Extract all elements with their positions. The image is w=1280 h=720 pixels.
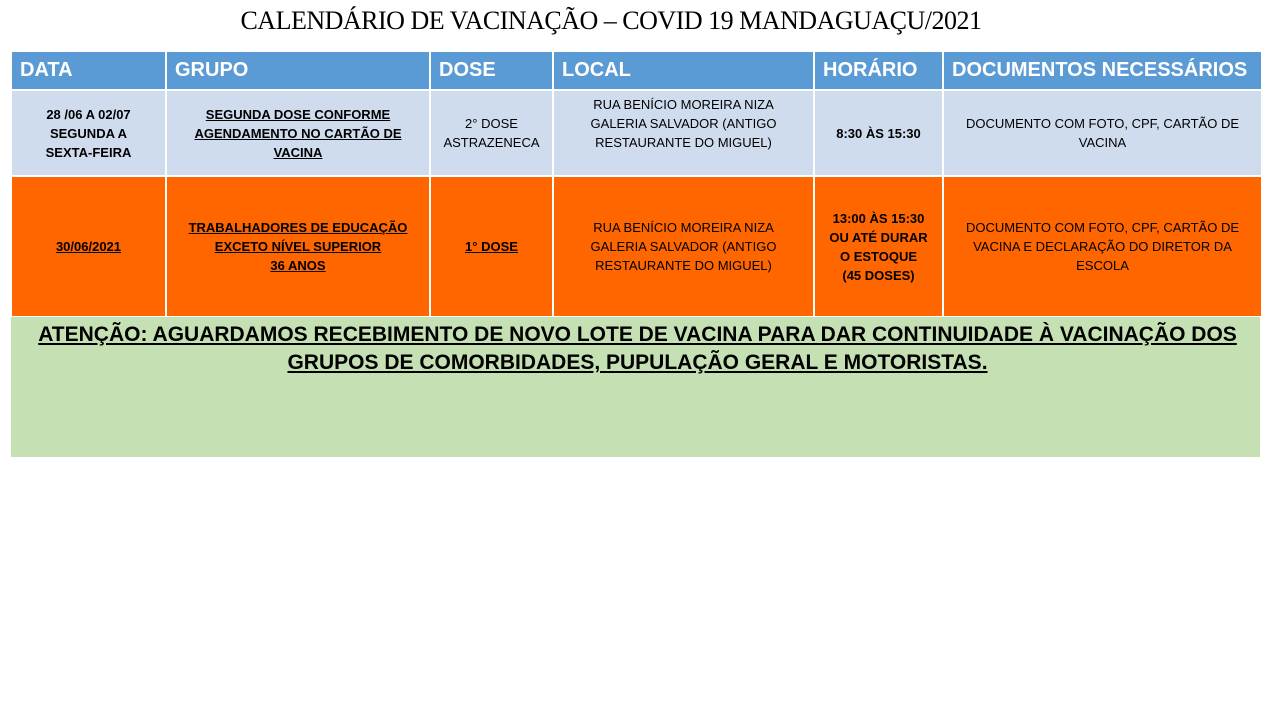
cell-grupo: SEGUNDA DOSE CONFORME AGENDAMENTO NO CARTÃO DE VACINA xyxy=(166,90,430,176)
page-title: CALENDÁRIO DE VACINAÇÃO – COVID 19 MANDAGUAÇU/2021 xyxy=(240,6,982,35)
cell-horario: 8:30 ÀS 15:30 xyxy=(814,90,943,176)
cell-documentos: DOCUMENTO COM FOTO, CPF, CARTÃO DE VACINA E DECLARAÇÃO DO DIRETOR DA ESCOLA xyxy=(943,176,1262,317)
cell-data: 28 /06 A 02/07 SEGUNDA A SEXTA-FEIRA xyxy=(11,90,166,176)
cell-dose: 1° DOSE xyxy=(430,176,553,317)
cell-data: 30/06/2021 xyxy=(11,176,166,317)
header-documentos: DOCUMENTOS NECESSÁRIOS xyxy=(943,51,1262,90)
header-horario: HORÁRIO xyxy=(814,51,943,90)
cell-local: RUA BENÍCIO MOREIRA NIZA GALERIA SALVADOR (ANTIGO RESTAURANTE DO MIGUEL) xyxy=(553,90,814,176)
header-data: DATA xyxy=(11,51,166,90)
vaccination-schedule-table xyxy=(10,50,1263,318)
cell-local: RUA BENÍCIO MOREIRA NIZA GALERIA SALVADOR (ANTIGO RESTAURANTE DO MIGUEL) xyxy=(553,176,814,317)
cell-horario: 13:00 ÀS 15:30 OU ATÉ DURAR O ESTOQUE (45 DOSES) xyxy=(814,176,943,317)
cell-dose: 2° DOSE ASTRAZENECA xyxy=(430,90,553,176)
table-header-row xyxy=(11,51,1262,90)
header-grupo: GRUPO xyxy=(166,51,430,90)
header-dose: DOSE xyxy=(430,51,553,90)
cell-documentos: DOCUMENTO COM FOTO, CPF, CARTÃO DE VACINA xyxy=(943,90,1262,176)
cell-grupo: TRABALHADORES DE EDUCAÇÃO EXCETO NÍVEL SUPERIOR 36 ANOS xyxy=(166,176,430,317)
attention-notice: ATENÇÃO: AGUARDAMOS RECEBIMENTO DE NOVO LOTE DE VACINA PARA DAR CONTINUIDADE À VACINAÇÃO DOS GRUPOS DE COMORBIDADES, PUPULAÇÃO GERAL E MOTORISTAS. xyxy=(11,317,1260,457)
table-row xyxy=(11,176,1262,317)
table-row xyxy=(11,90,1262,176)
header-local: LOCAL xyxy=(553,51,814,90)
